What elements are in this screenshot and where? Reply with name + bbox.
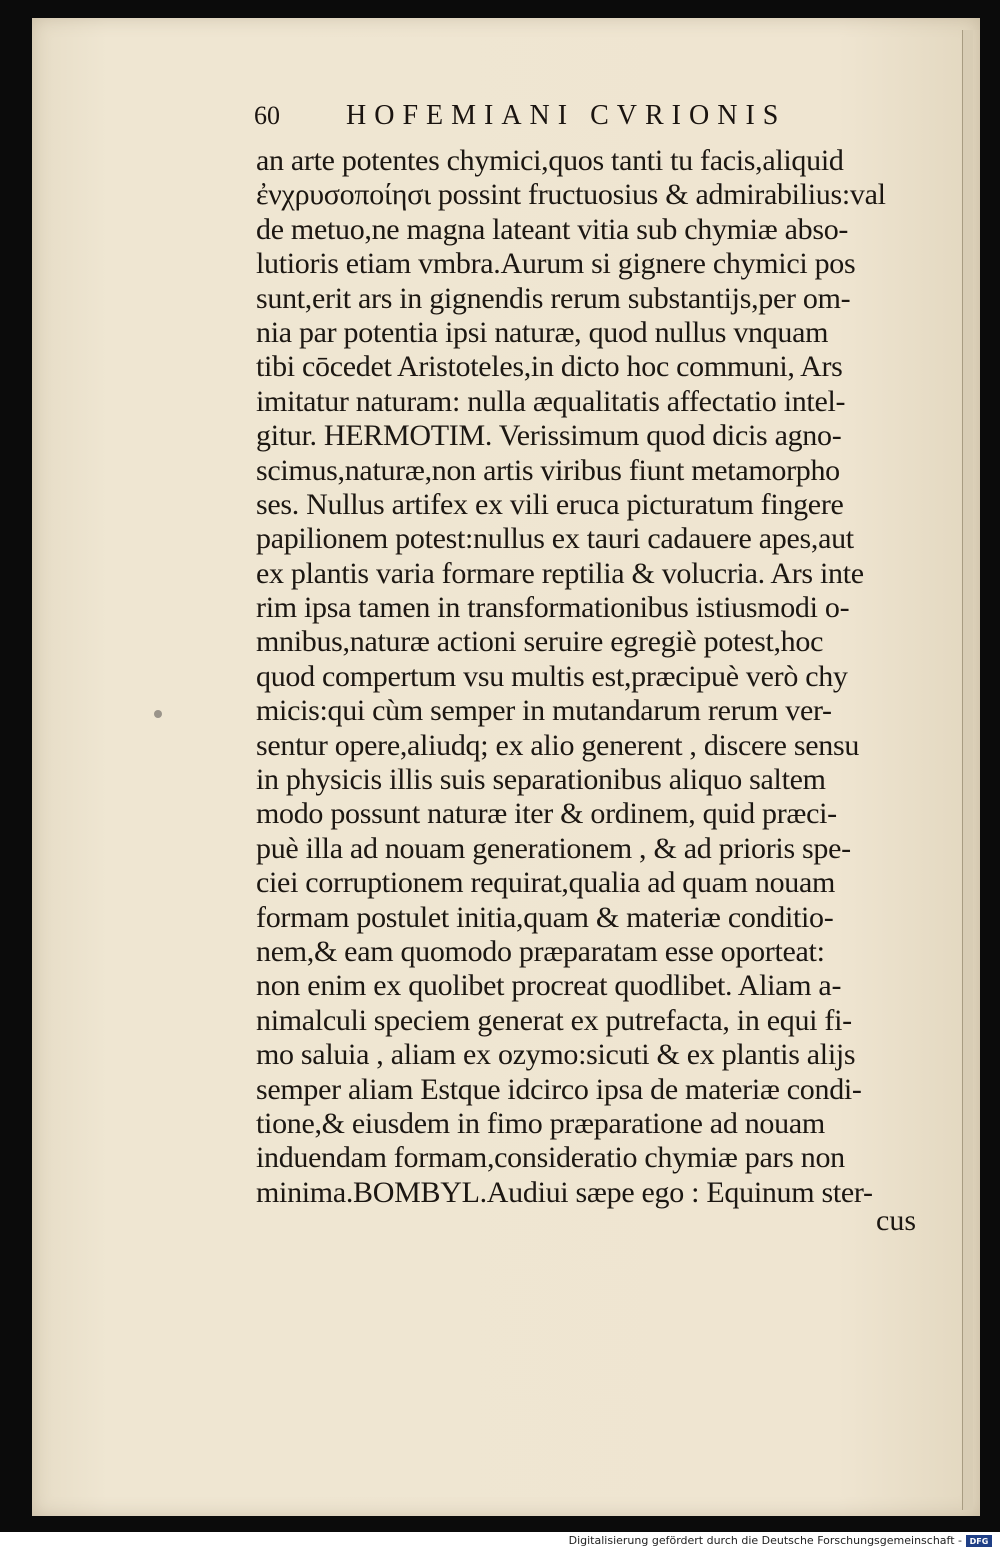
text-line: puè illa ad nouam generationem , & ad prioris spe- [256, 831, 851, 865]
text-line: gitur. HERMOTIM. Verissimum quod dicis agno- [256, 419, 842, 453]
page-header [254, 100, 864, 140]
text-line: semper aliam Estque idcirco ipsa de materiæ condi- [256, 1072, 862, 1106]
page-number: 60 [254, 101, 280, 130]
text-line: minima.BOMBYL.Audiui sæpe ego : Equinum ster- [256, 1175, 873, 1209]
text-line: de metuo,ne magna lateant vitia sub chymiæ abso- [256, 212, 849, 246]
text-line: sentur opere,aliudq; ex alio generent , discere sensu [256, 728, 860, 762]
body-text [256, 144, 936, 1210]
text-line: mnibus,naturæ actioni seruire egregiè potest,hoc [256, 625, 824, 659]
paper-speck [154, 710, 162, 718]
text-line: quod compertum vsu multis est,præcipuè verò chy [256, 659, 848, 693]
text-line: mo saluia , aliam ex ozymo:sicuti & ex plantis alijs [256, 1038, 856, 1072]
text-line: ciei corruptionem requirat,qualia ad quam nouam [256, 866, 836, 900]
text-line: micis:qui cùm semper in mutandarum rerum ver- [256, 694, 832, 728]
text-line: modo possunt naturæ iter & ordinem, quid præci- [256, 797, 837, 831]
text-line: nia par potentia ipsi naturæ, quod nullus vnquam [256, 315, 829, 349]
text-line: ἐνχρυσοποίησι possint fructuosius & admirabilius:val [256, 178, 886, 212]
text-line: scimus,naturæ,non artis viribus fiunt metamorpho [256, 453, 840, 487]
running-head: HOFEMIANI CVRIONIS [346, 100, 787, 131]
text-line: ses. Nullus artifex ex vili eruca picturatum fingere [256, 487, 844, 521]
text-line: rim ipsa tamen in transformationibus istiusmodi o- [256, 591, 850, 625]
text-line: tibi cōcedet Aristoteles,in dicto hoc communi, Ars [256, 350, 843, 384]
catchword: cus [876, 1204, 916, 1237]
dfg-logo: DFG [966, 1535, 992, 1547]
text-line: nimalculi speciem generat ex putrefacta, in equi fi- [256, 1003, 852, 1037]
text-line: an arte potentes chymici,quos tanti tu facis,aliquid [256, 144, 844, 177]
text-line: lutioris etiam vmbra.Aurum si gignere chymici pos [256, 247, 856, 281]
text-line: formam postulet initia,quam & materiæ conditio- [256, 900, 834, 934]
page-edge [962, 30, 973, 1510]
text-line: ex plantis varia formare reptilia & volucria. Ars inte [256, 556, 864, 590]
text-line: induendam formam,consideratio chymiæ pars non [256, 1141, 845, 1175]
footer-credit: Digitalisierung gefördert durch die Deutsche Forschungsgemeinschaft - [568, 1534, 962, 1547]
text-line: tione,& eiusdem in fimo præparatione ad nouam [256, 1106, 825, 1140]
text-line: sunt,erit ars in gignendis rerum substantijs,per om- [256, 281, 851, 315]
text-line: non enim ex quolibet procreat quodlibet. Aliam a- [256, 969, 842, 1003]
text-line: imitatur naturam: nulla æqualitatis affectatio intel- [256, 384, 846, 418]
text-line: nem,& eam quomodo præparatam esse oporteat: [256, 934, 825, 968]
text-line: papilionem potest:nullus ex tauri cadauere apes,aut [256, 522, 854, 556]
text-line: in physicis illis suis separationibus aliquo saltem [256, 763, 826, 797]
